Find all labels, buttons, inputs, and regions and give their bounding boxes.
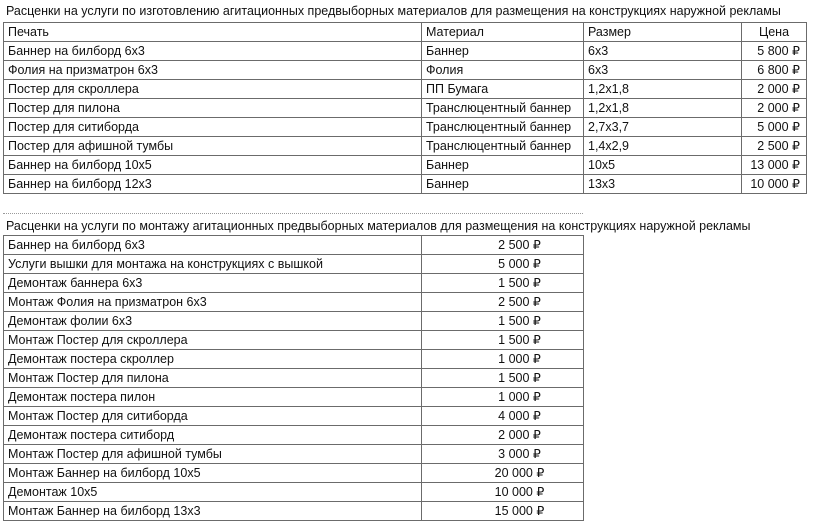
- column-header: Материал: [422, 23, 584, 42]
- table-cell: 2 500 ₽: [422, 236, 584, 255]
- table-cell: 1 500 ₽: [422, 369, 584, 388]
- table-cell: Монтаж Постер для афишной тумбы: [4, 445, 422, 464]
- table-cell: Баннер: [422, 156, 584, 175]
- table-cell: Монтаж Баннер на билборд 10х5: [4, 464, 422, 483]
- table-cell: Постер для скроллера: [4, 80, 422, 99]
- table-row: [4, 42, 807, 61]
- table-cell: Демонтаж баннера 6х3: [4, 274, 422, 293]
- table-cell: Фолия: [422, 61, 584, 80]
- table-row: [4, 118, 807, 137]
- table-cell: 1 000 ₽: [422, 350, 584, 369]
- table-cell: 1,2х1,8: [584, 99, 742, 118]
- table-row: [4, 407, 584, 426]
- table-cell: Монтаж Баннер на билборд 13х3: [4, 502, 422, 521]
- table-row: [4, 80, 807, 99]
- table-cell: Демонтаж постера ситиборд: [4, 426, 422, 445]
- table-cell: 5 000 ₽: [422, 255, 584, 274]
- table-cell: Постер для пилона: [4, 99, 422, 118]
- table-row: [4, 388, 584, 407]
- table-cell: 20 000 ₽: [422, 464, 584, 483]
- table-cell: 2 500 ₽: [742, 137, 807, 156]
- table-cell: 1 000 ₽: [422, 388, 584, 407]
- table-row: [4, 274, 584, 293]
- table-row: [4, 137, 807, 156]
- divider: [3, 213, 583, 214]
- table-row: [4, 175, 807, 194]
- table-cell: 2,7х3,7: [584, 118, 742, 137]
- table-cell: Демонтаж 10х5: [4, 483, 422, 502]
- table-cell: 2 000 ₽: [742, 80, 807, 99]
- table-cell: 6х3: [584, 42, 742, 61]
- table-cell: 1 500 ₽: [422, 274, 584, 293]
- table-row: [4, 445, 584, 464]
- table-cell: 10х5: [584, 156, 742, 175]
- table-cell: 6х3: [584, 61, 742, 80]
- table-cell: Баннер на билборд 6х3: [4, 42, 422, 61]
- table-cell: Транслюцентный баннер: [422, 137, 584, 156]
- print-table-title: Расценки на услуги по изготовлению агитационных предвыборных материалов для размещения на конструкциях наружной рекламы: [6, 4, 781, 18]
- table-cell: Постер для ситиборда: [4, 118, 422, 137]
- mount-price-table: [3, 235, 584, 521]
- table-cell: 4 000 ₽: [422, 407, 584, 426]
- table-row: [4, 236, 584, 255]
- table-row: [4, 99, 807, 118]
- table-cell: Баннер: [422, 42, 584, 61]
- table-row: [4, 156, 807, 175]
- table-row: [4, 426, 584, 445]
- column-header: Размер: [584, 23, 742, 42]
- table-cell: Демонтаж постера скроллер: [4, 350, 422, 369]
- table-cell: Монтаж Постер для ситиборда: [4, 407, 422, 426]
- mount-table-title: Расценки на услуги по монтажу агитационных предвыборных материалов для размещения на конструкциях наружной рекламы: [6, 219, 751, 233]
- table-cell: Демонтаж постера пилон: [4, 388, 422, 407]
- table-cell: Монтаж Фолия на призматрон 6х3: [4, 293, 422, 312]
- table-cell: Услуги вышки для монтажа на конструкциях с вышкой: [4, 255, 422, 274]
- table-cell: 10 000 ₽: [742, 175, 807, 194]
- table-row: [4, 464, 584, 483]
- table-row: [4, 61, 807, 80]
- table-cell: Транслюцентный баннер: [422, 118, 584, 137]
- table-cell: 5 000 ₽: [742, 118, 807, 137]
- table-row: [4, 293, 584, 312]
- table-row: [4, 255, 584, 274]
- table-row: [4, 502, 584, 521]
- table-row: [4, 350, 584, 369]
- table-cell: 13 000 ₽: [742, 156, 807, 175]
- print-price-table: [3, 22, 807, 194]
- table-row: [4, 312, 584, 331]
- table-cell: Фолия на призматрон 6х3: [4, 61, 422, 80]
- table-cell: Монтаж Постер для пилона: [4, 369, 422, 388]
- table-cell: Демонтаж фолии 6х3: [4, 312, 422, 331]
- table-cell: Монтаж Постер для скроллера: [4, 331, 422, 350]
- table-cell: 5 800 ₽: [742, 42, 807, 61]
- table-cell: 15 000 ₽: [422, 502, 584, 521]
- table-cell: Баннер на билборд 10х5: [4, 156, 422, 175]
- table-cell: 1 500 ₽: [422, 312, 584, 331]
- table-cell: 1,4х2,9: [584, 137, 742, 156]
- table-cell: 1 500 ₽: [422, 331, 584, 350]
- table-cell: Баннер на билборд 12х3: [4, 175, 422, 194]
- column-header: Печать: [4, 23, 422, 42]
- table-cell: Баннер на билборд 6х3: [4, 236, 422, 255]
- table-cell: 2 500 ₽: [422, 293, 584, 312]
- table-row: [4, 369, 584, 388]
- table-cell: 10 000 ₽: [422, 483, 584, 502]
- table-cell: 13х3: [584, 175, 742, 194]
- table-row: [4, 483, 584, 502]
- table-cell: 1,2х1,8: [584, 80, 742, 99]
- table-cell: ПП Бумага: [422, 80, 584, 99]
- table-cell: 2 000 ₽: [422, 426, 584, 445]
- table-cell: Баннер: [422, 175, 584, 194]
- table-cell: Транслюцентный баннер: [422, 99, 584, 118]
- table-cell: 3 000 ₽: [422, 445, 584, 464]
- column-header: Цена: [742, 23, 807, 42]
- table-header-row: [4, 23, 807, 42]
- table-cell: 2 000 ₽: [742, 99, 807, 118]
- table-cell: Постер для афишной тумбы: [4, 137, 422, 156]
- table-cell: 6 800 ₽: [742, 61, 807, 80]
- table-row: [4, 331, 584, 350]
